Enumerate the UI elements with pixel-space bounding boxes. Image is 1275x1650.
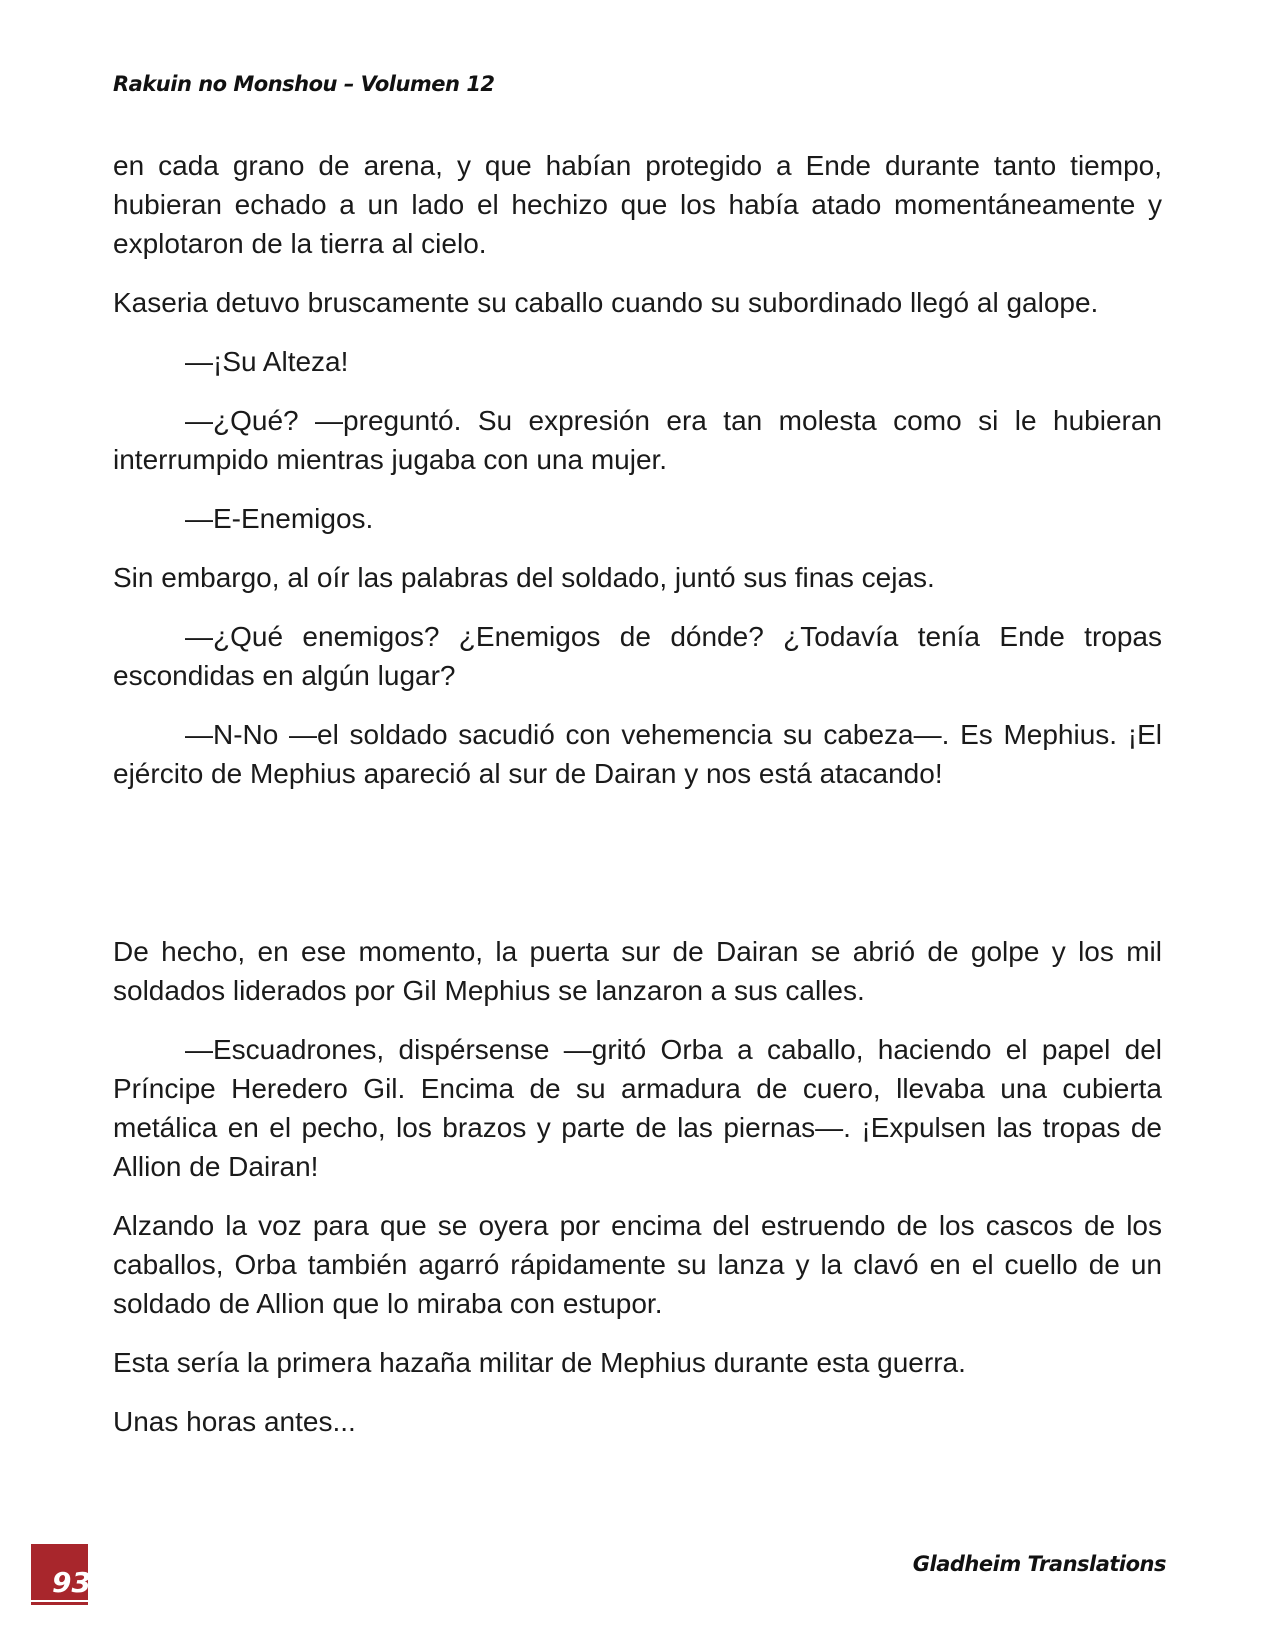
body-text (113, 146, 1162, 1461)
section-break (113, 813, 1162, 932)
dialogue-paragraph: —¿Qué? —preguntó. Su expresión era tan molesta como si le hubieran interrumpido mientras jugaba con una mujer. (113, 405, 1162, 475)
paragraph: De hecho, en ese momento, la puerta sur de Dairan se abrió de golpe y los mil soldados liderados por Gil Mephius se lanzaron a sus calles. (113, 936, 1162, 1006)
dialogue-paragraph: —E-Enemigos. (185, 503, 374, 534)
running-header: Rakuin no Monshou – Volumen 12 (113, 72, 495, 96)
paragraph: Alzando la voz para que se oyera por encima del estruendo de los cascos de los caballos, Orba también agarró rápidamente su lanza y la clavó en el cuello de un soldado de Allion que lo miraba con estupor. (113, 1210, 1162, 1319)
dialogue-paragraph: —¿Qué enemigos? ¿Enemigos de dónde? ¿Todavía tenía Ende tropas escondidas en algún lugar? (113, 621, 1162, 691)
paragraph: Sin embargo, al oír las palabras del soldado, juntó sus finas cejas. (113, 562, 935, 593)
translator-credit: Gladheim Translations (912, 1552, 1166, 1576)
paragraph: Kaseria detuvo bruscamente su caballo cuando su subordinado llegó al galope. (113, 287, 1099, 318)
page-number: 93 (52, 1566, 91, 1599)
page-number-underline (31, 1602, 88, 1605)
dialogue-paragraph: —Escuadrones, dispérsense —gritó Orba a caballo, haciendo el papel del Príncipe Heredero Gil. Encima de su armadura de cuero, llevaba una cubierta metálica en el pecho, los brazos y parte de las piernas—. ¡Expulsen las tropas de Allion de Dairan! (113, 1034, 1162, 1182)
paragraph: Esta sería la primera hazaña militar de Mephius durante esta guerra. (113, 1347, 966, 1378)
paragraph: Unas horas antes... (113, 1406, 356, 1437)
dialogue-paragraph: —¡Su Alteza! (185, 346, 349, 377)
paragraph: en cada grano de arena, y que habían protegido a Ende durante tanto tiempo, hubieran echado a un lado el hechizo que los había atado momentáneamente y explotaron de la tierra al cielo. (113, 150, 1162, 259)
dialogue-paragraph: —N-No —el soldado sacudió con vehemencia su cabeza—. Es Mephius. ¡El ejército de Mephius apareció al sur de Dairan y nos está atacando! (113, 719, 1162, 789)
